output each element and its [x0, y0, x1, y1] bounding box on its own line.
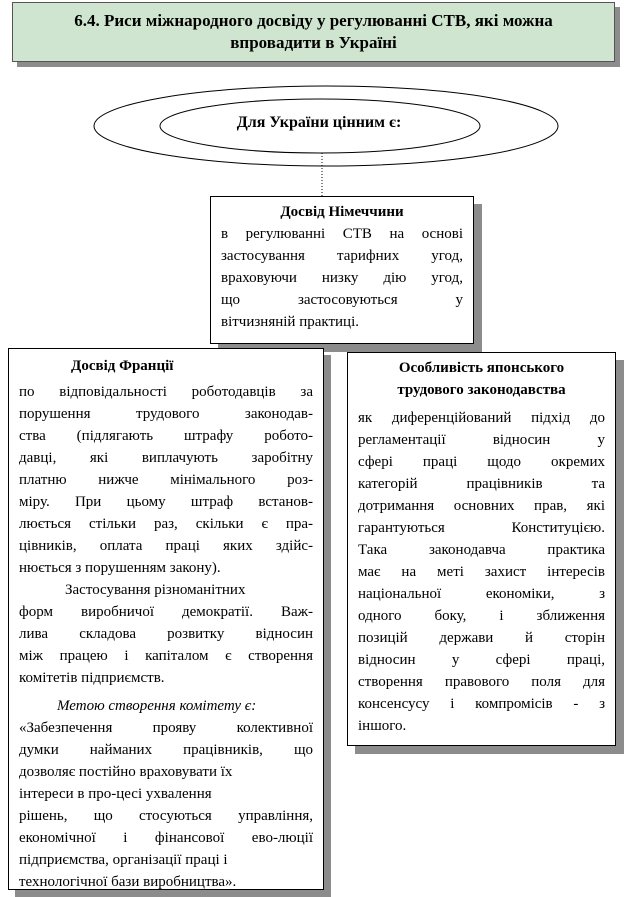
france-quote-line: рішень, що стосуються управління, — [19, 808, 313, 824]
france-line: між працею і капіталом є створення — [19, 648, 313, 664]
france-line: люється стільки раз, скільки є пра- — [19, 516, 313, 532]
germany-line: враховуючи низку дію угод, — [221, 270, 463, 286]
france-quote-line: дозволяє постійно враховувати їх — [19, 764, 233, 780]
germany-line: що застосовуються у — [221, 292, 463, 308]
japan-line: має на меті захист інтересів — [358, 564, 605, 580]
japan-box — [347, 352, 616, 746]
france-quote-line: думки найманих працівників, що — [19, 742, 313, 758]
germany-line: застосування тарифних угод, — [221, 248, 463, 264]
japan-line: позицій держави й сторін — [358, 630, 605, 646]
france-line: по відповідальності роботодавців за — [19, 384, 313, 400]
france-paragraph-1 — [19, 381, 313, 579]
france-quote-line: підприємства, організації праці і — [19, 852, 228, 868]
germany-line: в регулюванні СТВ на основі — [221, 226, 463, 242]
japan-heading — [358, 357, 605, 401]
japan-line: гарантуються Конституцією. — [358, 520, 605, 536]
france-line: нюється з порушенням закону). — [19, 560, 221, 576]
france-line: цівників, оплата праці яких здійс- — [19, 538, 313, 554]
japan-line: створення правового поля для — [358, 674, 605, 690]
japan-line: категорій працівників та — [358, 476, 605, 492]
germany-line: вітчизняній практиці. — [221, 314, 360, 330]
japan-line: відносин у сфері праці, — [358, 652, 605, 668]
japan-line: одного боку, і зближення — [358, 608, 605, 624]
japan-line: Така законодавча практика — [358, 542, 605, 558]
france-line: ства (підлягають штрафу робото- — [19, 428, 313, 444]
france-quote-line: економічної і фінансової ево-люції — [19, 830, 313, 846]
france-line: давці, які виплачують заробітну — [19, 450, 313, 466]
japan-line: консенсусу і компромісів - з — [358, 696, 605, 712]
japan-line: регламентації відносин у — [358, 432, 605, 448]
france-line: Застосування різноманітних — [65, 582, 246, 598]
japan-heading-line: трудового законодавства — [397, 382, 566, 398]
japan-line: сфері праці щодо окремих — [358, 454, 605, 470]
japan-line: як диференційований підхід до — [358, 410, 605, 426]
france-line: лива складова розвитку відносин — [19, 626, 313, 642]
france-line: платню нижче мінімального роз- — [19, 472, 313, 488]
france-quote-line: інтереси в про-цесі ухвалення — [19, 786, 212, 802]
france-quote — [19, 717, 313, 893]
japan-line: іншого. — [358, 718, 407, 734]
germany-heading: Досвід Німеччини — [280, 204, 404, 220]
japan-line: національної економіки, з — [358, 586, 605, 602]
france-box — [8, 348, 324, 890]
france-paragraph-2 — [19, 579, 313, 689]
france-line: комітетів підприємств. — [19, 670, 165, 686]
ellipse-label: Для України цінним є: — [236, 114, 402, 131]
france-line: порушення трудового законодав- — [19, 406, 313, 422]
japan-line: дотримання основних прав, які — [358, 498, 605, 514]
france-quote-line: технологічної бази виробництва». — [19, 874, 237, 890]
france-quote-line: «Забезпечення прояву колективної — [19, 720, 313, 736]
japan-heading-line: Особливість японського — [398, 360, 565, 376]
page-title-text: 6.4. Риси міжнародного досвіду у регулюванні СТВ, які можна впровадити в Україні — [74, 11, 553, 52]
germany-box — [210, 196, 474, 344]
france-line: форм виробничої демократії. Важ- — [19, 604, 313, 620]
japan-body — [358, 407, 605, 737]
france-line: міру. При цьому штраф встанов- — [19, 494, 313, 510]
france-purpose-label: Метою створення комітету є: — [57, 698, 257, 714]
france-heading: Досвід Франції — [71, 358, 174, 374]
